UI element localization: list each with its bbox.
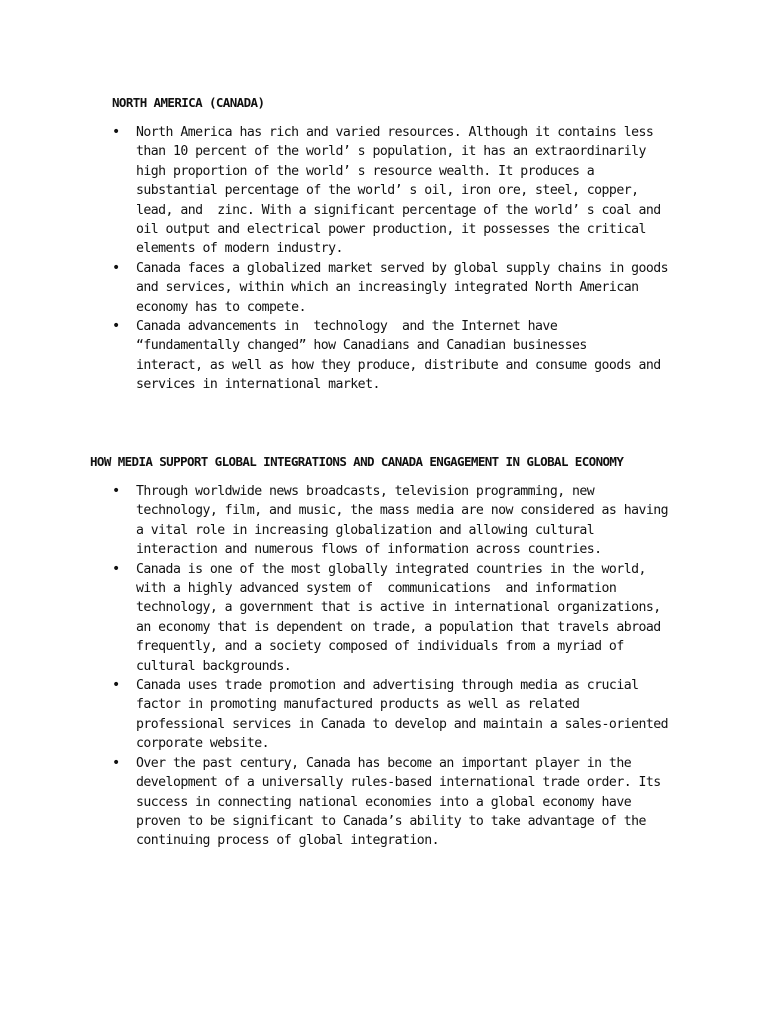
paragraph-line: North America has rich and varied resources. Although it contains less xyxy=(136,125,654,140)
paragraph-line: Over the past century, Canada has become an important player in the xyxy=(136,755,632,771)
paragraph-line: frequently, and a society composed of individuals from a myriad of xyxy=(136,639,624,655)
bullet-item xyxy=(112,754,668,851)
bullet-dot-icon: • xyxy=(112,483,121,499)
bullet-item xyxy=(112,123,668,259)
bullet-item xyxy=(112,317,668,395)
bullet-item xyxy=(112,676,668,754)
paragraph-line: an economy that is dependent on trade, a population that travels abroad xyxy=(136,619,661,635)
paragraph-line: economy has to compete. xyxy=(136,299,306,315)
paragraph-line: Canada is one of the most globally integrated countries in the world, xyxy=(136,561,646,577)
bullet-dot-icon: • xyxy=(112,259,121,276)
paragraph-line: professional services in Canada to develop and maintain a sales-oriented xyxy=(136,716,669,732)
paragraph-line: interact, as well as how they produce, distribute and consume goods and xyxy=(136,357,661,373)
bullet-dot-icon: • xyxy=(112,560,121,577)
paragraph-line: with a highly advanced system of communications and information xyxy=(136,581,617,597)
paragraph-line: cultural backgrounds. xyxy=(136,658,292,674)
paragraph-line: interaction and numerous flows of information across countries. xyxy=(136,542,602,558)
paragraph-line: services in international market. xyxy=(136,377,380,393)
paragraph-line: a vital role in increasing globalization and allowing cultural xyxy=(136,522,595,538)
paragraph-line: corporate website. xyxy=(136,736,270,752)
bullet-list xyxy=(112,482,668,851)
paragraph-line: success in connecting national economies into a global economy have xyxy=(136,794,632,810)
paragraph-line: than 10 percent of the world’ s population, it has an extraordinarily xyxy=(136,144,646,160)
paragraph-line: substantial percentage of the world’ s oil, iron ore, steel, copper, xyxy=(136,183,639,199)
paragraph-line: Canada advancements in technology and the Internet have xyxy=(136,319,558,335)
paragraph-line: “fundamentally changed” how Canadians and Canadian businesses xyxy=(136,338,587,354)
paragraph-line: elements of modern industry. xyxy=(136,241,343,257)
section-heading: HOW MEDIA SUPPORT GLOBAL INTEGRATIONS AND CANADA ENGAGEMENT IN GLOBAL ECONOMY xyxy=(90,454,624,469)
paragraph-line: Canada faces a globalized market served by global supply chains in goods xyxy=(136,260,669,276)
paragraph-line: Canada uses trade promotion and advertising through media as crucial xyxy=(136,678,639,694)
bullet-dot-icon: • xyxy=(112,677,121,694)
bullet-dot-icon: • xyxy=(112,754,121,771)
bullet-item xyxy=(112,560,668,676)
paragraph-line: oil output and electrical power production, it possesses the critical xyxy=(136,222,646,238)
paragraph-line: Through worldwide news broadcasts, television programming, new xyxy=(136,484,595,499)
paragraph-line: technology, film, and music, the mass media are now considered as having xyxy=(136,503,669,519)
bullet-dot-icon: • xyxy=(112,124,121,140)
paragraph-line: technology, a government that is active in international organizations, xyxy=(136,600,661,616)
paragraph-line: continuing process of global integration. xyxy=(136,833,439,849)
paragraph-line: development of a universally rules-based international trade order. Its xyxy=(136,775,661,791)
bullet-dot-icon: • xyxy=(112,318,121,335)
section-heading: NORTH AMERICA (CANADA) xyxy=(112,95,265,110)
bullet-item xyxy=(112,482,668,560)
bullet-item xyxy=(112,259,668,317)
paragraph-line: lead, and zinc. With a significant percentage of the world’ s coal and xyxy=(136,202,661,218)
paragraph-line: and services, within which an increasingly integrated North American xyxy=(136,280,639,296)
bullet-list xyxy=(112,123,668,395)
paragraph-line: high proportion of the world’ s resource wealth. It produces a xyxy=(136,163,595,179)
paragraph-line: proven to be significant to Canada’s ability to take advantage of the xyxy=(136,813,646,829)
paragraph-line: factor in promoting manufactured products as well as related xyxy=(136,697,580,713)
